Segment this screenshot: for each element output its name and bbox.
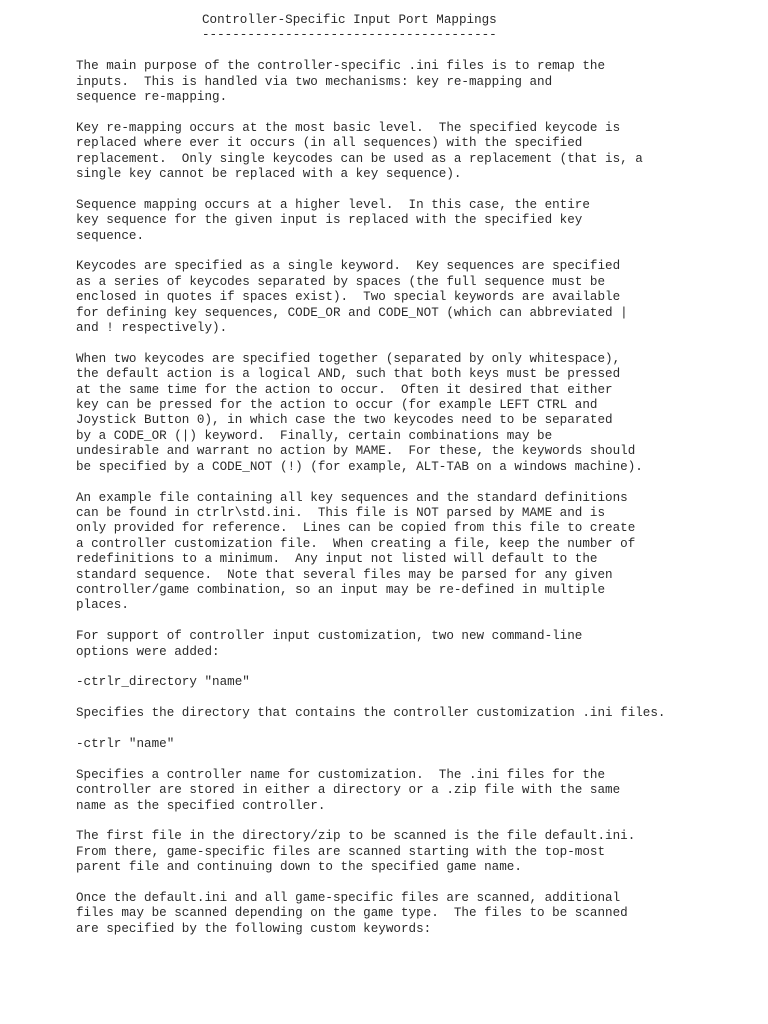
title-underline: --------------------------------------- (202, 28, 497, 43)
paragraph-ctrlr-directory-desc: Specifies the directory that contains the controller customization .ini files. (76, 706, 666, 721)
paragraph-keycodes: Keycodes are specified as a single keyword. Key sequences are specified as a series of keycodes separated by spaces (the full sequence must be enclosed in quotes if spaces exist). Two special keywords are available for defining key sequences, CODE_OR and CODE_NOT (which can abbreviated | and ! respectively). (76, 259, 628, 336)
paragraph-example-file: An example file containing all key sequences and the standard definitions can be found in ctrlr\std.ini. This file is NOT parsed by MAME and is only provided for reference. Lines can be copied from this file to create a controller customization file. When creating a file, keep the number of redefinitions to a minimum. Any input not listed will default to the standard sequence. Note that several files may be parsed for any given controller/game combination, so an input may be re-defined in multiple places. (76, 490, 636, 613)
paragraph-additional-files: Once the default.ini and all game-specific files are scanned, additional files may be scanned depending on the game type. The files to be scanned are specified by the following custom keywords: (76, 890, 628, 936)
option-ctrlr-directory: -ctrlr_directory "name" (76, 675, 250, 690)
paragraph-first-file: The first file in the directory/zip to be scanned is the file default.ini. From there, game-specific files are scanned starting with the top-most parent file and continuing down to the specified game name. (76, 829, 636, 875)
paragraph-command-line: For support of controller input customization, two new command-line options were added: (76, 629, 583, 659)
paragraph-purpose: The main purpose of the controller-specific .ini files is to remap the inputs. This is handled via two mechanisms: key re-mapping and sequence re-mapping. (76, 59, 606, 105)
paragraph-sequence-mapping: Sequence mapping occurs at a higher level. In this case, the entire key sequence for the given input is replaced with the specified key sequence. (76, 197, 590, 243)
document-body (76, 13, 756, 953)
document-title: Controller-Specific Input Port Mappings (202, 13, 497, 27)
paragraph-logical-and: When two keycodes are specified together (separated by only whitespace), the default action is a logical AND, such that both keys must be pressed at the same time for the action to occur. Often it desired that either key can be pressed for the action to occur (for example LEFT CTRL and Joystick Button 0), in which case the two keycodes need to be separated by a CODE_OR (|) keyword. Finally, certain combinations may be undesirable and warrant no action by MAME. For these, the keywords should be specified by a CODE_NOT (!) (for example, ALT-TAB on a windows machine). (76, 351, 643, 474)
option-ctrlr: -ctrlr "name" (76, 736, 175, 751)
paragraph-key-remapping: Key re-mapping occurs at the most basic level. The specified keycode is replaced where ever it occurs (in all sequences) with the specified replacement. Only single keycodes can be used as a replacement (that is, a single key cannot be replaced with a key sequence). (76, 120, 643, 182)
paragraph-ctrlr-desc: Specifies a controller name for customization. The .ini files for the controller are stored in either a directory or a .zip file with the same name as the specified controller. (76, 767, 621, 813)
